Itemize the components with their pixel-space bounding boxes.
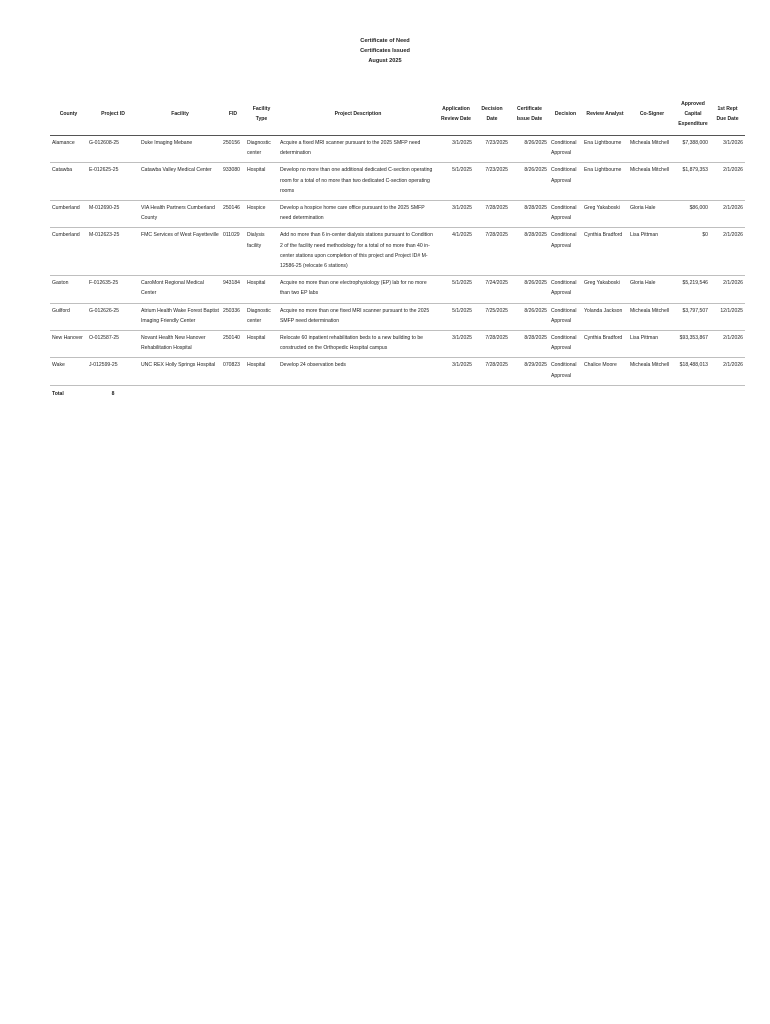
cell-approved-capital-expenditure: $18,488,013 xyxy=(676,358,710,385)
cell-certificate-issue-date: 8/26/2025 xyxy=(510,163,549,201)
cell-first-rept-due-date: 12/1/2025 xyxy=(710,303,745,330)
cell-decision-date: 7/28/2025 xyxy=(474,358,510,385)
cell-review-analyst: Ena Lightbourne xyxy=(582,136,628,163)
table-row xyxy=(50,303,745,330)
total-row-filler xyxy=(139,385,745,403)
cell-decision: Conditional Approval xyxy=(549,303,582,330)
cell-decision-date: 7/28/2025 xyxy=(474,228,510,276)
cell-fid: 250146 xyxy=(221,201,245,228)
report-title: Certificate of Need xyxy=(360,38,410,44)
cell-project-id: F-012635-25 xyxy=(87,276,139,303)
cell-fid: 943184 xyxy=(221,276,245,303)
cell-fid: 011029 xyxy=(221,228,245,276)
col-county: County xyxy=(50,93,87,136)
cell-project-description: Add no more than 6 in-center dialysis stations pursuant to Condition 2 of the facility need methodology for a total of no more than 40 in-center stations upon completion of this project and Project ID# M-12586-25 (relocate 6 stations) xyxy=(278,228,438,276)
cell-project-id: O-012587-25 xyxy=(87,331,139,358)
cell-first-rept-due-date: 2/1/2026 xyxy=(710,201,745,228)
cell-certificate-issue-date: 8/28/2025 xyxy=(510,228,549,276)
col-project-id: Project ID xyxy=(87,93,139,136)
cell-review-analyst: Chalice Moore xyxy=(582,358,628,385)
total-row xyxy=(50,385,745,403)
cell-project-description: Develop no more than one additional dedicated C-section operating room for a total of no more than two dedicated C-section operating rooms xyxy=(278,163,438,201)
cell-project-id: J-012599-25 xyxy=(87,358,139,385)
cell-fid: 250156 xyxy=(221,136,245,163)
table-row xyxy=(50,276,745,303)
cell-facility-type: Diagnostic center xyxy=(245,303,278,330)
cell-facility-type: Hospice xyxy=(245,201,278,228)
cell-fid: 250140 xyxy=(221,331,245,358)
cell-certificate-issue-date: 8/26/2025 xyxy=(510,276,549,303)
cell-project-description: Relocate 60 inpatient rehabilitation beds to a new building to be constructed on the Orthopedic Hospital campus xyxy=(278,331,438,358)
cell-fid: 250336 xyxy=(221,303,245,330)
cell-decision-date: 7/23/2025 xyxy=(474,136,510,163)
cell-application-review-date: 3/1/2025 xyxy=(438,201,474,228)
total-count: 8 xyxy=(111,390,115,397)
cell-project-description: Develop 24 observation beds xyxy=(278,358,438,385)
cell-co-signer: Lisa Pittman xyxy=(628,228,676,276)
certificates-table xyxy=(50,93,745,403)
cell-decision: Conditional Approval xyxy=(549,358,582,385)
cell-facility: Duke Imaging Mebane xyxy=(139,136,221,163)
cell-review-analyst: Cynthia Bradford xyxy=(582,228,628,276)
cell-application-review-date: 3/1/2025 xyxy=(438,331,474,358)
cell-approved-capital-expenditure: $0 xyxy=(676,228,710,276)
cell-project-id: M-012690-25 xyxy=(87,201,139,228)
cell-facility: UNC REX Holly Springs Hospital xyxy=(139,358,221,385)
cell-review-analyst: Greg Yakaboski xyxy=(582,276,628,303)
cell-application-review-date: 5/1/2025 xyxy=(438,303,474,330)
cell-decision-date: 7/28/2025 xyxy=(474,201,510,228)
cell-certificate-issue-date: 8/28/2025 xyxy=(510,201,549,228)
cell-first-rept-due-date: 2/1/2026 xyxy=(710,228,745,276)
report-subtitle: Certificates Issued xyxy=(360,48,410,54)
cell-decision-date: 7/25/2025 xyxy=(474,303,510,330)
cell-certificate-issue-date: 8/28/2025 xyxy=(510,331,549,358)
table-row xyxy=(50,163,745,201)
table-header-row xyxy=(50,93,745,136)
col-review-analyst: Review Analyst xyxy=(582,93,628,136)
cell-project-description: Acquire a fixed MRI scanner pursuant to the 2025 SMFP need determination xyxy=(278,136,438,163)
col-application-review-date: Application Review Date xyxy=(438,93,474,136)
cell-fid: 933080 xyxy=(221,163,245,201)
cell-decision: Conditional Approval xyxy=(549,136,582,163)
cell-project-id: G-012608-25 xyxy=(87,136,139,163)
cell-fid: 070823 xyxy=(221,358,245,385)
cell-facility-type: Hospital xyxy=(245,163,278,201)
cell-co-signer: Micheala Mitchell xyxy=(628,136,676,163)
cell-first-rept-due-date: 2/1/2026 xyxy=(710,331,745,358)
col-co-signer: Co-Signer xyxy=(628,93,676,136)
cell-review-analyst: Ena Lightbourne xyxy=(582,163,628,201)
cell-facility-type: Hospital xyxy=(245,276,278,303)
cell-project-id: G-012626-25 xyxy=(87,303,139,330)
cell-county: New Hanover xyxy=(50,331,87,358)
cell-county: Wake xyxy=(50,358,87,385)
cell-facility-type: Hospital xyxy=(245,358,278,385)
cell-review-analyst: Cynthia Bradford xyxy=(582,331,628,358)
col-project-description: Project Description xyxy=(278,93,438,136)
cell-county: Gaston xyxy=(50,276,87,303)
cell-decision-date: 7/23/2025 xyxy=(474,163,510,201)
cell-county: Guilford xyxy=(50,303,87,330)
col-fid: FID xyxy=(221,93,245,136)
cell-decision: Conditional Approval xyxy=(549,331,582,358)
col-facility-type: Facility Type xyxy=(245,93,278,136)
cell-facility: Atrium Health Wake Forest Baptist Imaging Friendly Center xyxy=(139,303,221,330)
cell-application-review-date: 4/1/2025 xyxy=(438,228,474,276)
cell-facility: CaroMont Regional Medical Center xyxy=(139,276,221,303)
cell-county: Cumberland xyxy=(50,201,87,228)
cell-project-description: Acquire no more than one fixed MRI scanner pursuant to the 2025 SMFP need determination xyxy=(278,303,438,330)
cell-approved-capital-expenditure: $93,353,867 xyxy=(676,331,710,358)
cell-facility-type: Dialysis facility xyxy=(245,228,278,276)
col-decision-date: Decision Date xyxy=(474,93,510,136)
cell-co-signer: Gloria Hale xyxy=(628,201,676,228)
cell-project-id: E-012625-25 xyxy=(87,163,139,201)
cell-approved-capital-expenditure: $5,219,546 xyxy=(676,276,710,303)
cell-approved-capital-expenditure: $3,797,507 xyxy=(676,303,710,330)
table-row xyxy=(50,201,745,228)
cell-decision: Conditional Approval xyxy=(549,228,582,276)
cell-project-description: Acquire no more than one electrophysiology (EP) lab for no more than two EP labs xyxy=(278,276,438,303)
cell-approved-capital-expenditure: $1,879,353 xyxy=(676,163,710,201)
cell-facility: VIA Health Partners Cumberland County xyxy=(139,201,221,228)
cell-decision-date: 7/24/2025 xyxy=(474,276,510,303)
cell-county: Catawba xyxy=(50,163,87,201)
cell-facility: Novant Health New Hanover Rehabilitation Hospital xyxy=(139,331,221,358)
cell-co-signer: Gloria Hale xyxy=(628,276,676,303)
cell-approved-capital-expenditure: $7,388,000 xyxy=(676,136,710,163)
report-period: August 2025 xyxy=(368,58,402,64)
cell-first-rept-due-date: 3/1/2026 xyxy=(710,136,745,163)
cell-application-review-date: 3/1/2025 xyxy=(438,358,474,385)
cell-application-review-date: 3/1/2025 xyxy=(438,136,474,163)
total-label: Total xyxy=(52,390,64,397)
cell-facility-type: Diagnostic center xyxy=(245,136,278,163)
cell-certificate-issue-date: 8/26/2025 xyxy=(510,303,549,330)
col-first-rept-due-date: 1st Rept Due Date xyxy=(710,93,745,136)
col-facility: Facility xyxy=(139,93,221,136)
cell-decision: Conditional Approval xyxy=(549,276,582,303)
cell-certificate-issue-date: 8/29/2025 xyxy=(510,358,549,385)
cell-first-rept-due-date: 2/1/2026 xyxy=(710,358,745,385)
cell-review-analyst: Yolanda Jackson xyxy=(582,303,628,330)
cell-co-signer: Micheala Mitchell xyxy=(628,358,676,385)
cell-county: Cumberland xyxy=(50,228,87,276)
cell-project-id: M-012623-25 xyxy=(87,228,139,276)
cell-review-analyst: Greg Yakaboski xyxy=(582,201,628,228)
cell-co-signer: Micheala Mitchell xyxy=(628,163,676,201)
col-decision: Decision xyxy=(549,93,582,136)
cell-application-review-date: 5/1/2025 xyxy=(438,276,474,303)
table-row xyxy=(50,331,745,358)
col-certificate-issue-date: Certificate Issue Date xyxy=(510,93,549,136)
cell-decision: Conditional Approval xyxy=(549,163,582,201)
cell-project-description: Develop a hospice home care office pursuant to the 2025 SMFP need determination xyxy=(278,201,438,228)
cell-facility-type: Hospital xyxy=(245,331,278,358)
cell-application-review-date: 5/1/2025 xyxy=(438,163,474,201)
table-row xyxy=(50,228,745,276)
cell-first-rept-due-date: 2/1/2026 xyxy=(710,163,745,201)
cell-certificate-issue-date: 8/26/2025 xyxy=(510,136,549,163)
table-row xyxy=(50,136,745,163)
cell-approved-capital-expenditure: $86,000 xyxy=(676,201,710,228)
cell-co-signer: Lisa Pittman xyxy=(628,331,676,358)
cell-decision-date: 7/28/2025 xyxy=(474,331,510,358)
cell-first-rept-due-date: 2/1/2026 xyxy=(710,276,745,303)
col-approved-capital-expenditure: Approved Capital Expenditure xyxy=(676,93,710,136)
report-title-block xyxy=(0,36,770,66)
cell-co-signer: Micheala Mitchell xyxy=(628,303,676,330)
cell-decision: Conditional Approval xyxy=(549,201,582,228)
table-row xyxy=(50,358,745,385)
cell-county: Alamance xyxy=(50,136,87,163)
cell-facility: FMC Services of West Fayetteville xyxy=(139,228,221,276)
cell-facility: Catawba Valley Medical Center xyxy=(139,163,221,201)
